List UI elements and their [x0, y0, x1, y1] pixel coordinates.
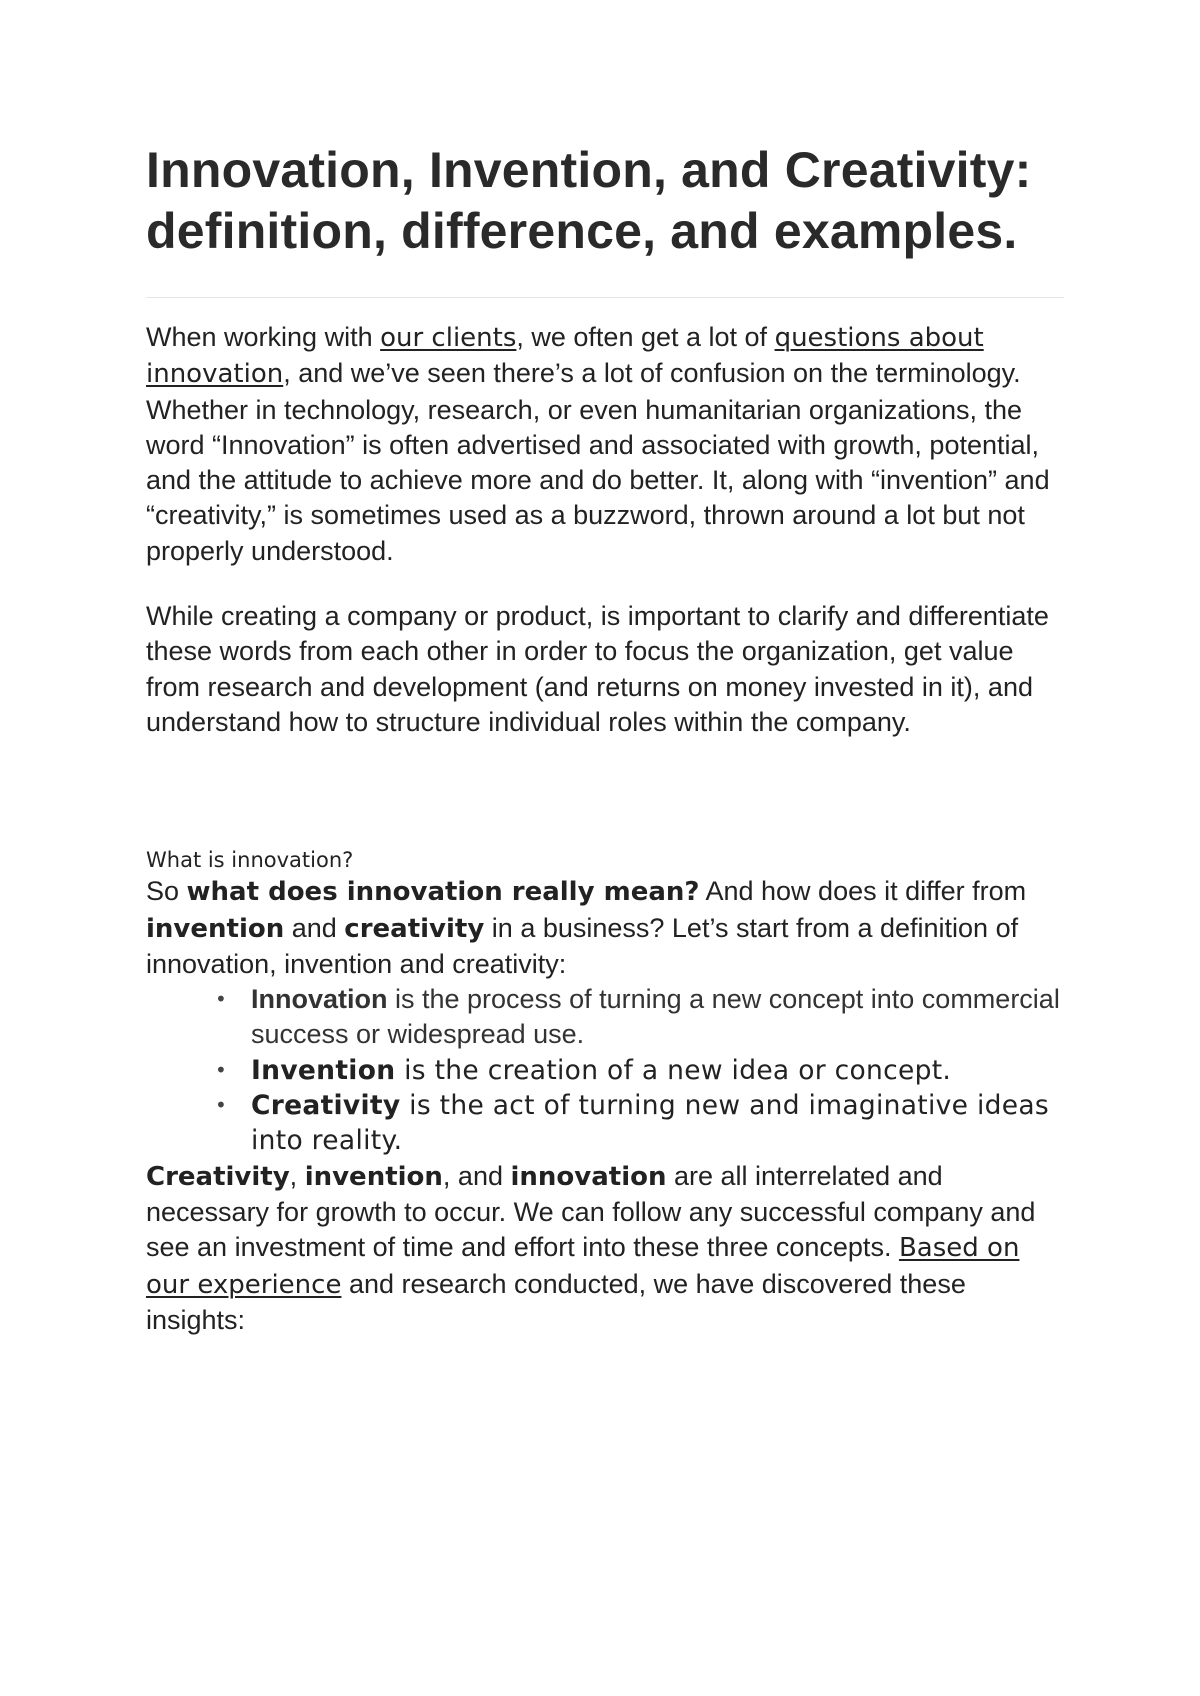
- our-clients-link[interactable]: our clients: [380, 323, 517, 353]
- bullet-icon: •: [215, 987, 227, 1012]
- list-item: [215, 1088, 1064, 1159]
- based-on-our-experience-link[interactable]: Based on our experience: [146, 1233, 1020, 1300]
- definition-term: Invention: [251, 1054, 396, 1086]
- bullet-icon: •: [215, 1057, 228, 1082]
- intro-text-3: , and we’ve seen there’s a lot of confusion on the terminology.: [283, 358, 1021, 389]
- para3-text-3: and: [284, 912, 345, 943]
- para4-text-2: , and: [442, 1160, 511, 1191]
- intro-paragraph: [146, 320, 1064, 569]
- paragraph-insights: [146, 1159, 1064, 1338]
- definition-text: is the process of turning a new concept into commercial success or widespread use.: [251, 984, 1060, 1050]
- definition-term: Innovation: [251, 984, 388, 1015]
- para4-bold-3: innovation: [510, 1161, 667, 1192]
- title-line-2: definition, difference, and examples.: [146, 203, 1018, 259]
- intro-text-1: When working with: [146, 322, 381, 352]
- section-heading: What is innovation?: [146, 848, 354, 873]
- paragraph-company: While creating a company or product, is important to clarify and differentiate these words from each other in order to focus the organization, get value from research and development (and returns on money invested in it), and understand how to structure individual roles within the company.: [146, 601, 1049, 737]
- intro-text-4: Whether in technology, research, or even humanitarian organizations, the word “Innovation” is often advertised and associated with growth, potential, and the attitude to achieve more and do better. It, along with “invention” and “creativity,” is sometimes used as a buzzword, thrown around a lot but not properly understood.: [146, 394, 1050, 566]
- para4-text-4: and research conducted, we have discovered these insights:: [146, 1268, 966, 1335]
- para3-bold-2: invention: [146, 913, 285, 944]
- paragraph-definition-intro: [146, 874, 1064, 982]
- definitions-list: [146, 982, 1064, 1158]
- title-line-1: Innovation, Invention, and Creativity:: [146, 142, 1032, 198]
- para4-bold-2: invention: [304, 1161, 443, 1192]
- intro-text-2: , we often get a lot of: [516, 322, 775, 352]
- para4-text-1: ,: [289, 1160, 305, 1191]
- list-item: [215, 1053, 1064, 1088]
- para3-bold-1: what does innovation really mean?: [186, 877, 700, 908]
- para3-text-2: And how does it differ from: [699, 876, 1027, 907]
- para3-text-1: So: [146, 876, 187, 907]
- definition-text: is the act of turning new and imaginative ideas into reality.: [251, 1090, 1049, 1157]
- bullet-icon: •: [215, 1093, 228, 1118]
- para4-bold-1: Creativity: [146, 1161, 290, 1192]
- definition-term: Creativity: [251, 1090, 401, 1122]
- para3-text-4: in a business? Let’s start from a definition of innovation, invention and creativity:: [146, 912, 1019, 979]
- definition-text: is the creation of a new idea or concept.: [395, 1054, 952, 1086]
- title-divider: [146, 297, 1064, 298]
- page-title: [146, 140, 1064, 262]
- para3-bold-3: creativity: [344, 913, 485, 944]
- para4-text-3: are all interrelated and necessary for growth to occur. We can follow any successful company and see an investment of time and effort into these three concepts.: [146, 1160, 1036, 1263]
- list-item: [215, 982, 1064, 1053]
- document-page: [146, 140, 1064, 1338]
- questions-about-innovation-link[interactable]: questions about innovation: [146, 323, 984, 390]
